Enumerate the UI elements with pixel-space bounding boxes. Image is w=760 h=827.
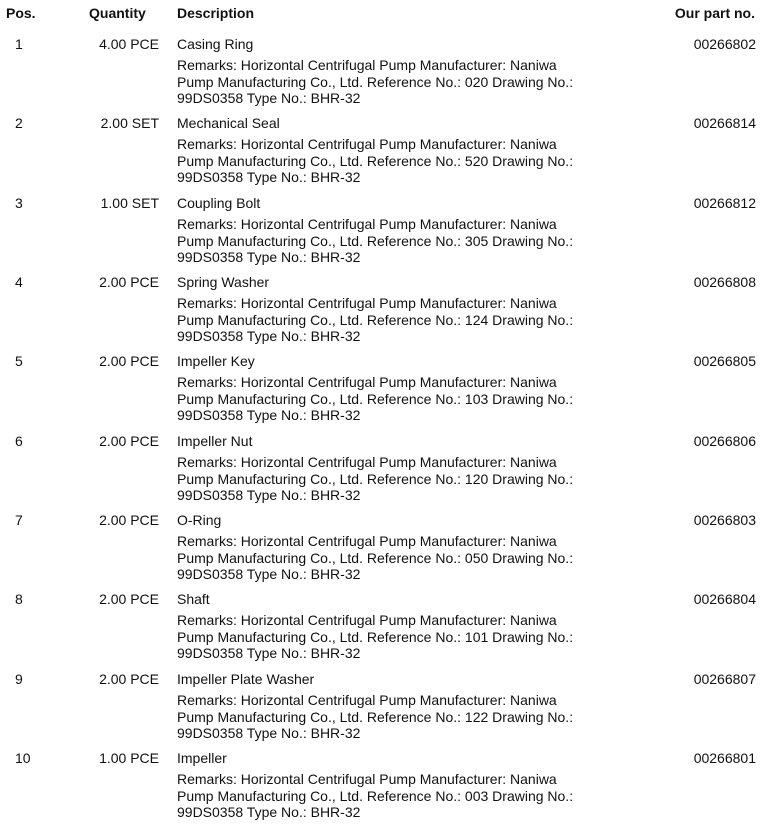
item-name: Mechanical Seal	[177, 115, 280, 131]
item-part-no: 00266802	[693, 36, 756, 52]
item-quantity	[60, 352, 159, 370]
item-pos: 1	[15, 36, 23, 52]
item-remarks: Remarks: Horizontal Centrifugal Pump Manufacturer: Naniwa Pump Manufacturing Co., Ltd. Reference No.: 124 Drawing No.: 99DS0358 Type No.: BHR-32	[177, 295, 574, 344]
item-pos: 2	[15, 115, 23, 131]
table-row	[0, 511, 760, 589]
item-qty-value: 2.00	[99, 274, 127, 290]
item-pos: 9	[15, 671, 23, 687]
item-name: O-Ring	[177, 512, 222, 528]
item-pos: 4	[15, 274, 23, 290]
item-description	[177, 194, 597, 266]
item-pos: 10	[15, 750, 31, 766]
item-description	[177, 273, 597, 345]
item-description	[177, 749, 597, 821]
item-qty-value: 2.00	[99, 512, 127, 528]
item-quantity	[60, 670, 159, 688]
item-name: Coupling Bolt	[177, 195, 261, 211]
item-remarks: Remarks: Horizontal Centrifugal Pump Manufacturer: Naniwa Pump Manufacturing Co., Ltd. Reference No.: 101 Drawing No.: 99DS0358 Type No.: BHR-32	[177, 612, 574, 661]
item-unit: SET	[131, 115, 159, 131]
header-part-no: Our part no.	[674, 5, 755, 21]
item-name: Impeller Key	[177, 353, 255, 369]
item-part-no: 00266805	[693, 353, 756, 369]
item-remarks: Remarks: Horizontal Centrifugal Pump Manufacturer: Naniwa Pump Manufacturing Co., Ltd. Reference No.: 305 Drawing No.: 99DS0358 Type No.: BHR-32	[177, 216, 574, 265]
item-qty-value: 2.00	[100, 115, 128, 131]
item-description	[177, 670, 597, 742]
item-part-no: 00266807	[693, 671, 756, 687]
item-quantity	[60, 273, 159, 291]
item-unit: PCE	[130, 591, 159, 607]
item-quantity	[60, 749, 159, 767]
item-pos: 5	[15, 353, 23, 369]
table-row	[0, 749, 760, 827]
item-qty-value: 1.00	[100, 195, 128, 211]
item-description	[177, 590, 597, 662]
item-unit: PCE	[130, 36, 159, 52]
item-name: Impeller	[177, 750, 227, 766]
item-part-no: 00266803	[693, 512, 756, 528]
item-remarks: Remarks: Horizontal Centrifugal Pump Manufacturer: Naniwa Pump Manufacturing Co., Ltd. Reference No.: 050 Drawing No.: 99DS0358 Type No.: BHR-32	[177, 533, 574, 582]
item-qty-value: 2.00	[99, 671, 127, 687]
item-name: Impeller Plate Washer	[177, 671, 315, 687]
item-quantity	[60, 35, 159, 53]
item-pos: 8	[15, 591, 23, 607]
item-pos: 3	[15, 195, 23, 211]
item-quantity	[60, 590, 159, 608]
item-qty-value: 4.00	[99, 36, 127, 52]
item-description	[177, 352, 597, 424]
item-remarks: Remarks: Horizontal Centrifugal Pump Manufacturer: Naniwa Pump Manufacturing Co., Ltd. Reference No.: 122 Drawing No.: 99DS0358 Type No.: BHR-32	[177, 692, 574, 741]
item-part-no: 00266806	[693, 433, 756, 449]
item-part-no: 00266808	[693, 274, 756, 290]
item-name: Spring Washer	[177, 274, 270, 290]
table-row	[0, 35, 760, 113]
item-quantity	[60, 432, 159, 450]
item-qty-value: 2.00	[99, 591, 127, 607]
item-description	[177, 511, 597, 583]
item-remarks: Remarks: Horizontal Centrifugal Pump Manufacturer: Naniwa Pump Manufacturing Co., Ltd. Reference No.: 020 Drawing No.: 99DS0358 Type No.: BHR-32	[177, 57, 574, 106]
item-unit: PCE	[130, 353, 159, 369]
item-name: Casing Ring	[177, 36, 254, 52]
table-row	[0, 670, 760, 748]
item-pos: 6	[15, 433, 23, 449]
item-unit: SET	[131, 195, 159, 211]
table-row	[0, 590, 760, 668]
item-part-no: 00266812	[693, 195, 756, 211]
header-pos: Pos.	[6, 5, 36, 21]
item-remarks: Remarks: Horizontal Centrifugal Pump Manufacturer: Naniwa Pump Manufacturing Co., Ltd. Reference No.: 120 Drawing No.: 99DS0358 Type No.: BHR-32	[177, 454, 574, 503]
item-remarks: Remarks: Horizontal Centrifugal Pump Manufacturer: Naniwa Pump Manufacturing Co., Ltd. Reference No.: 520 Drawing No.: 99DS0358 Type No.: BHR-32	[177, 136, 574, 185]
item-quantity	[60, 114, 159, 132]
item-name: Shaft	[177, 591, 210, 607]
item-description	[177, 114, 597, 186]
table-row	[0, 273, 760, 351]
item-pos: 7	[15, 512, 23, 528]
item-remarks: Remarks: Horizontal Centrifugal Pump Manufacturer: Naniwa Pump Manufacturing Co., Ltd. Reference No.: 003 Drawing No.: 99DS0358 Type No.: BHR-32	[177, 771, 574, 820]
item-description	[177, 35, 597, 107]
table-row	[0, 194, 760, 272]
item-remarks: Remarks: Horizontal Centrifugal Pump Manufacturer: Naniwa Pump Manufacturing Co., Ltd. Reference No.: 103 Drawing No.: 99DS0358 Type No.: BHR-32	[177, 374, 574, 423]
item-part-no: 00266814	[693, 115, 756, 131]
item-unit: PCE	[130, 671, 159, 687]
table-row	[0, 432, 760, 510]
item-qty-value: 2.00	[99, 433, 127, 449]
item-unit: PCE	[130, 512, 159, 528]
header-quantity: Quantity	[89, 5, 146, 21]
item-name: Impeller Nut	[177, 433, 253, 449]
item-part-no: 00266801	[693, 750, 756, 766]
item-unit: PCE	[130, 750, 159, 766]
item-unit: PCE	[130, 274, 159, 290]
item-quantity	[60, 511, 159, 529]
item-description	[177, 432, 597, 504]
header-description: Description	[177, 5, 255, 21]
item-quantity	[60, 194, 159, 212]
item-unit: PCE	[130, 433, 159, 449]
item-part-no: 00266804	[693, 591, 756, 607]
item-qty-value: 2.00	[99, 353, 127, 369]
table-row	[0, 352, 760, 430]
table-row	[0, 114, 760, 192]
item-qty-value: 1.00	[99, 750, 127, 766]
